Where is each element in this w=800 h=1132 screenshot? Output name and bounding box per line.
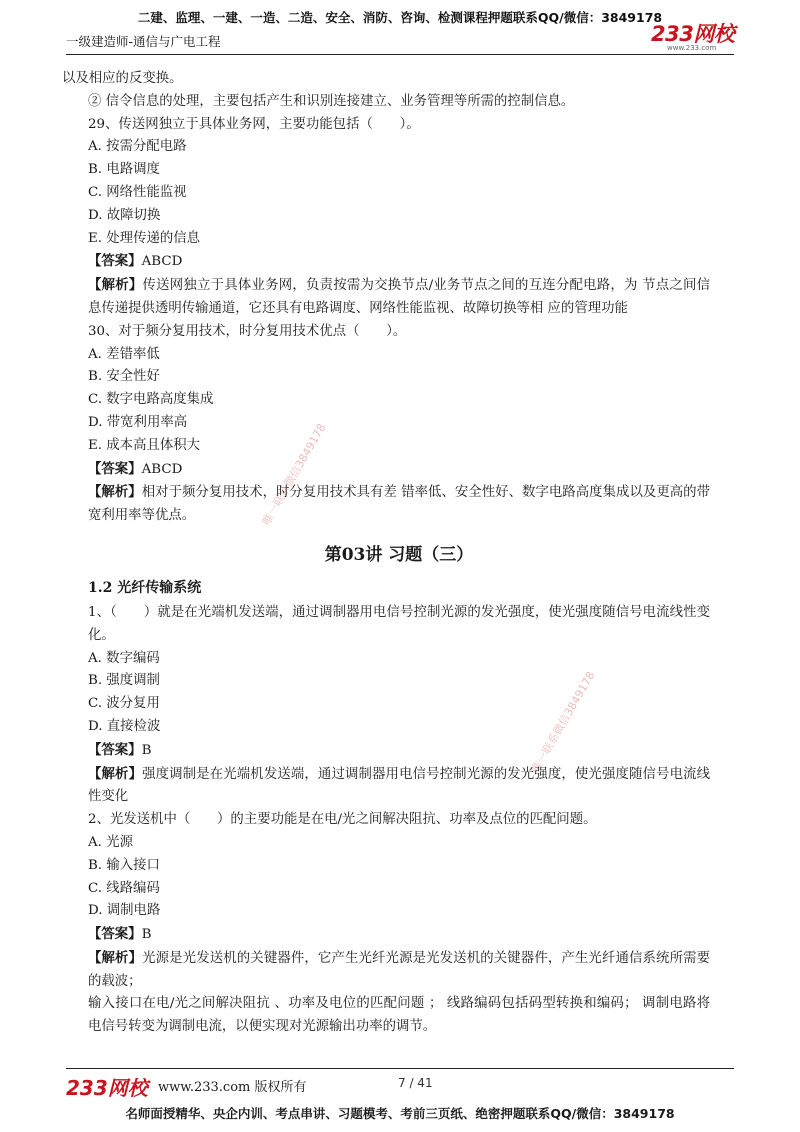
answer-value: ABCD [141,254,183,270]
analysis-text: 传送网独立于具体业务网，负责按需为交换节点/业务节点之间的互连分配电路，为 节点之间信息传递提供透明传输通道，它还具有电路调度、网络性能监视、故障切换等相 应的管理功能 [88,278,711,316]
document-subtitle: 一级建造师-通信与广电工程 [66,34,221,49]
analysis-text: 强度调制是在光端机发送端，通过调制器用电信号控制光源的发光强度，使光强度随信号电流线性变化 [88,766,711,805]
answer-value: B [141,742,152,758]
answer [88,458,710,482]
option: A. 光源 [88,834,133,850]
answer-label: 【答案】 [88,253,142,270]
paragraph: ② 信令信息的处理，主要包括产生和识别连接建立、业务管理等所需的控制信息。 [88,93,575,109]
question-text: 30、对于频分复用技术，时分复用技术优点（ ）。 [88,323,407,339]
analysis [88,481,710,528]
document-body [62,68,711,1039]
option: B. 输入接口 [88,857,160,873]
analysis-label: 【解析】 [88,949,143,966]
analysis [88,947,710,994]
analysis [88,763,710,810]
option: A. 按需分配电路 [88,139,187,155]
answer [88,739,710,763]
brand-logo-text: 233网校 [651,22,735,46]
answer [88,923,710,947]
option: B. 电路调度 [88,162,160,178]
header-divider [66,54,734,55]
option: C. 波分复用 [88,696,160,712]
question-2 [88,809,710,1039]
analysis [62,274,710,321]
option: C. 网络性能监视 [88,184,187,200]
question-text: 2、光发送机中（ ）的主要功能是在电/光之间解决阻抗、功率及点位的匹配问题。 [88,812,597,828]
answer-label: 【答案】 [88,741,142,758]
question-30 [88,321,710,528]
watermark: 唯一联系微信3849178 [259,421,329,528]
answer-value: ABCD [141,461,183,477]
option: D. 直接检波 [88,718,161,734]
analysis-text: 光源是光发送机的关键器件，它产生光纤光源是光发送机的关键器件，产生光纤通信系统所需要的载波； [88,950,711,989]
question-29 [88,114,710,321]
answer-label: 【答案】 [88,926,142,943]
option: A. 差错率低 [88,346,160,362]
page-number: 7 / 41 [398,1076,433,1090]
footer-logo: 233网校 [66,1076,148,1100]
analysis-label: 【解析】 [88,277,143,294]
paragraph: 以及相应的反变换。 [62,71,183,86]
brand-logo [651,18,734,52]
watermark: 唯一联系微信3849178 [528,669,598,776]
option: A. 数字编码 [88,650,160,666]
option: B. 强度调制 [88,673,160,689]
option: D. 带宽利用率高 [88,414,188,430]
option: D. 故障切换 [88,207,161,223]
analysis-label: 【解析】 [88,765,143,782]
question-1 [88,602,710,809]
question-text: 1、（ ）就是在光端机发送端，通过调制器用电信号控制光源的发光强度，使光强度随信号电流线性变化。 [88,604,710,643]
lecture-title: 第03讲 习题（三） [324,544,474,565]
answer-label: 【答案】 [88,460,142,477]
analysis-label: 【解析】 [88,484,142,501]
question-text: 29、传送网独立于具体业务网，主要功能包括（ ）。 [88,116,420,132]
answer-value: B [141,927,152,943]
option: C. 数字电路高度集成 [88,392,214,408]
analysis-continued: 输入接口在电/光之间解决阻抗 、功率及电位的匹配问题 ； 线路编码包括码型转换和编码； 调制电路将电信号转变为调制电流，以便实现对光源输出功率的调节。 [88,996,710,1035]
option: C. 线路编码 [88,880,160,896]
option: B. 安全性好 [88,369,160,385]
option: D. 调制电路 [88,903,161,919]
answer [88,250,710,274]
option: E. 处理传递的信息 [88,230,201,246]
option: E. 成本高且体积大 [88,437,201,453]
footer-site[interactable]: www.233.com 版权所有 [158,1080,307,1095]
footer-divider [66,1068,734,1069]
footer-promo: 名师面授精华、央企内训、考点串讲、习题模考、考前三页纸、绝密押题联系QQ/微信：3849178 [125,1106,675,1121]
header-promo: 二建、监理、一建、一造、二造、安全、消防、咨询、检测课程押题联系QQ/微信：3849178 [137,10,663,25]
section-title: 1.2 光纤传输系统 [88,579,202,596]
brand-logo-url: www.233.com [667,44,717,52]
analysis-text: 相对于频分复用技术，时分复用技术具有差 错率低、安全性好、数字电路高度集成以及更高的带宽利用率等优点。 [88,485,710,524]
